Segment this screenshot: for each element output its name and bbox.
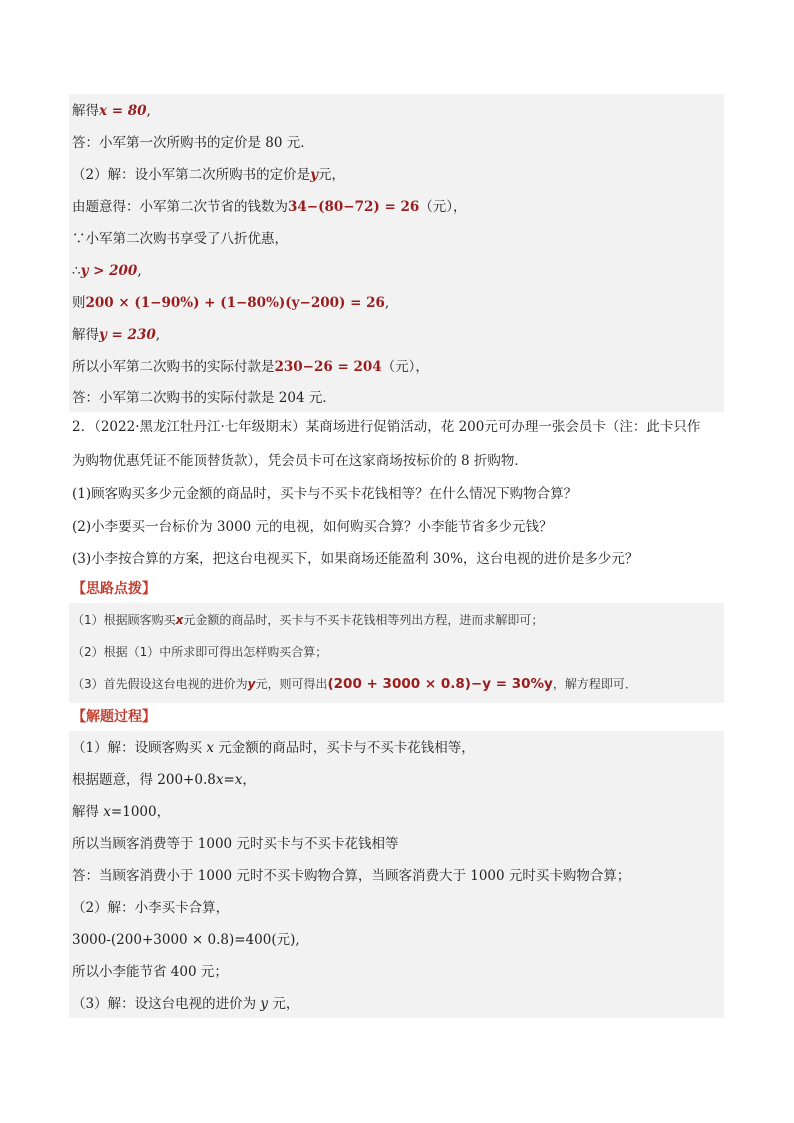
line-equation (72, 294, 389, 312)
solution-line2 (72, 771, 256, 789)
math-expression: y (247, 677, 256, 691)
line-part2-let (72, 166, 345, 184)
math-expression: x = 80 (99, 103, 147, 119)
line-answer-2: 答：小军第二次购书的实际付款是 204 元． (72, 390, 336, 406)
solution-line5: 答：当顾客消费小于 1000 元时不买卡购物合算，当顾客消费大于 1000 元时买卡购物合算； (72, 868, 631, 884)
text: 元金额的商品时，买卡与不买卡花钱相等列出方程，进而求解即可； (183, 613, 544, 627)
text: 元， (317, 167, 345, 183)
text: （3）首先假设这台电视的进价为 (72, 677, 248, 691)
text: （元）， (419, 199, 467, 215)
text: 解得 (72, 103, 99, 119)
text: （3）解：设这台电视的进价为 (72, 996, 261, 1012)
solution-line4: 所以当顾客消费等于 1000 元时买卡与不买卡花钱相等 (72, 836, 399, 852)
variable: x (103, 804, 111, 820)
text: ，解方程即可． (552, 677, 637, 691)
text: 元金额的商品时，买卡与不买卡花钱相等， (214, 740, 475, 756)
problem2-question1: (1)顾客购买多少元金额的商品时，买卡与不买卡花钱相等？在什么情况下购物合算？ (72, 486, 578, 502)
text: （1）解：设顾客购买 (72, 740, 207, 756)
math-expression: y (310, 167, 318, 183)
problem2-question3: (3)小李按合算的方案，把这台电视买下，如果商场还能盈利 30%，这台电视的进价是多少元？ (72, 551, 639, 567)
text: =1000， (110, 804, 171, 820)
text: 所以小军第二次购书的实际付款是 (72, 359, 275, 375)
text: 则 (72, 295, 86, 311)
math-expression: y = 230 (99, 327, 156, 343)
solution-line8: 所以小李能节省 400 元； (72, 964, 228, 980)
line-therefore (72, 262, 142, 280)
hint-line1 (72, 611, 543, 629)
math-expression: 230−26 = 204 (274, 359, 382, 375)
text: 解得 (72, 327, 99, 343)
problem2-line2: 为购物优惠凭证不能顶替货款），凭会员卡可在这家商场按标价的 8 折购物． (72, 453, 528, 469)
math-expression: x (175, 613, 184, 627)
text: ∴ (72, 263, 81, 279)
solution-line3 (72, 803, 170, 821)
text: （2）解：设小军第二次所购书的定价是 (72, 167, 311, 183)
text: （1）根据顾客购买 (72, 613, 176, 627)
line-solve-x (72, 102, 151, 120)
math-expression: 34−(80−72) = 26 (288, 199, 420, 215)
solution-line6: （2）解：小李买卡合算， (72, 900, 230, 916)
text: 元， (268, 996, 300, 1012)
text: ， (242, 772, 256, 788)
line-answer-1: 答：小军第一次所购书的定价是 80 元． (72, 135, 314, 151)
text: 解得 (72, 804, 104, 820)
variable: x (234, 772, 243, 788)
math-expression: y > 200 (80, 263, 138, 279)
text: , (384, 295, 390, 311)
line-actual-payment (72, 358, 429, 376)
text: 元，则可得出 (255, 677, 328, 691)
hint-line3 (72, 675, 637, 693)
line-savings (72, 198, 467, 216)
text: （元）， (381, 359, 429, 375)
math-expression: (200 + 3000 × 0.8)−y = 30%y (327, 676, 553, 692)
line-because: ∵小军第二次购书享受了八折优惠， (72, 231, 288, 247)
math-expression: 200 × (1−90%) + (1−80%)(y−200) = 26 (85, 295, 385, 311)
text: , (146, 103, 151, 119)
line-solve-y (72, 326, 160, 344)
problem2-question2: (2)小李要买一台标价为 3000 元的电视，如何购买合算？小李能节省多少元钱？ (72, 519, 553, 535)
hint-line2: （2）根据（1）中所求即可得出怎样购买合算； (72, 645, 328, 659)
variable: y (260, 996, 269, 1012)
problem2-line1: 2．（2022·黑龙江牡丹江·七年级期末）某商场进行促销活动，花 200元可办理一张会员卡（注：此卡只作 (72, 419, 701, 435)
text: = (223, 772, 235, 788)
variable: x (215, 772, 224, 788)
text: 根据题意，得 200+0.8 (72, 772, 216, 788)
solution-line7: 3000-(200+3000 × 0.8)=400(元), (72, 932, 300, 948)
solution-line9 (72, 995, 299, 1013)
solution-line1 (72, 739, 475, 757)
solution-heading: 【解题过程】 (72, 709, 156, 725)
hint-heading: 【思路点拨】 (72, 581, 156, 597)
text: , (155, 327, 161, 343)
variable: x (206, 740, 215, 756)
text: 由题意得：小军第二次节省的钱数为 (72, 199, 288, 215)
text: , (137, 263, 142, 279)
